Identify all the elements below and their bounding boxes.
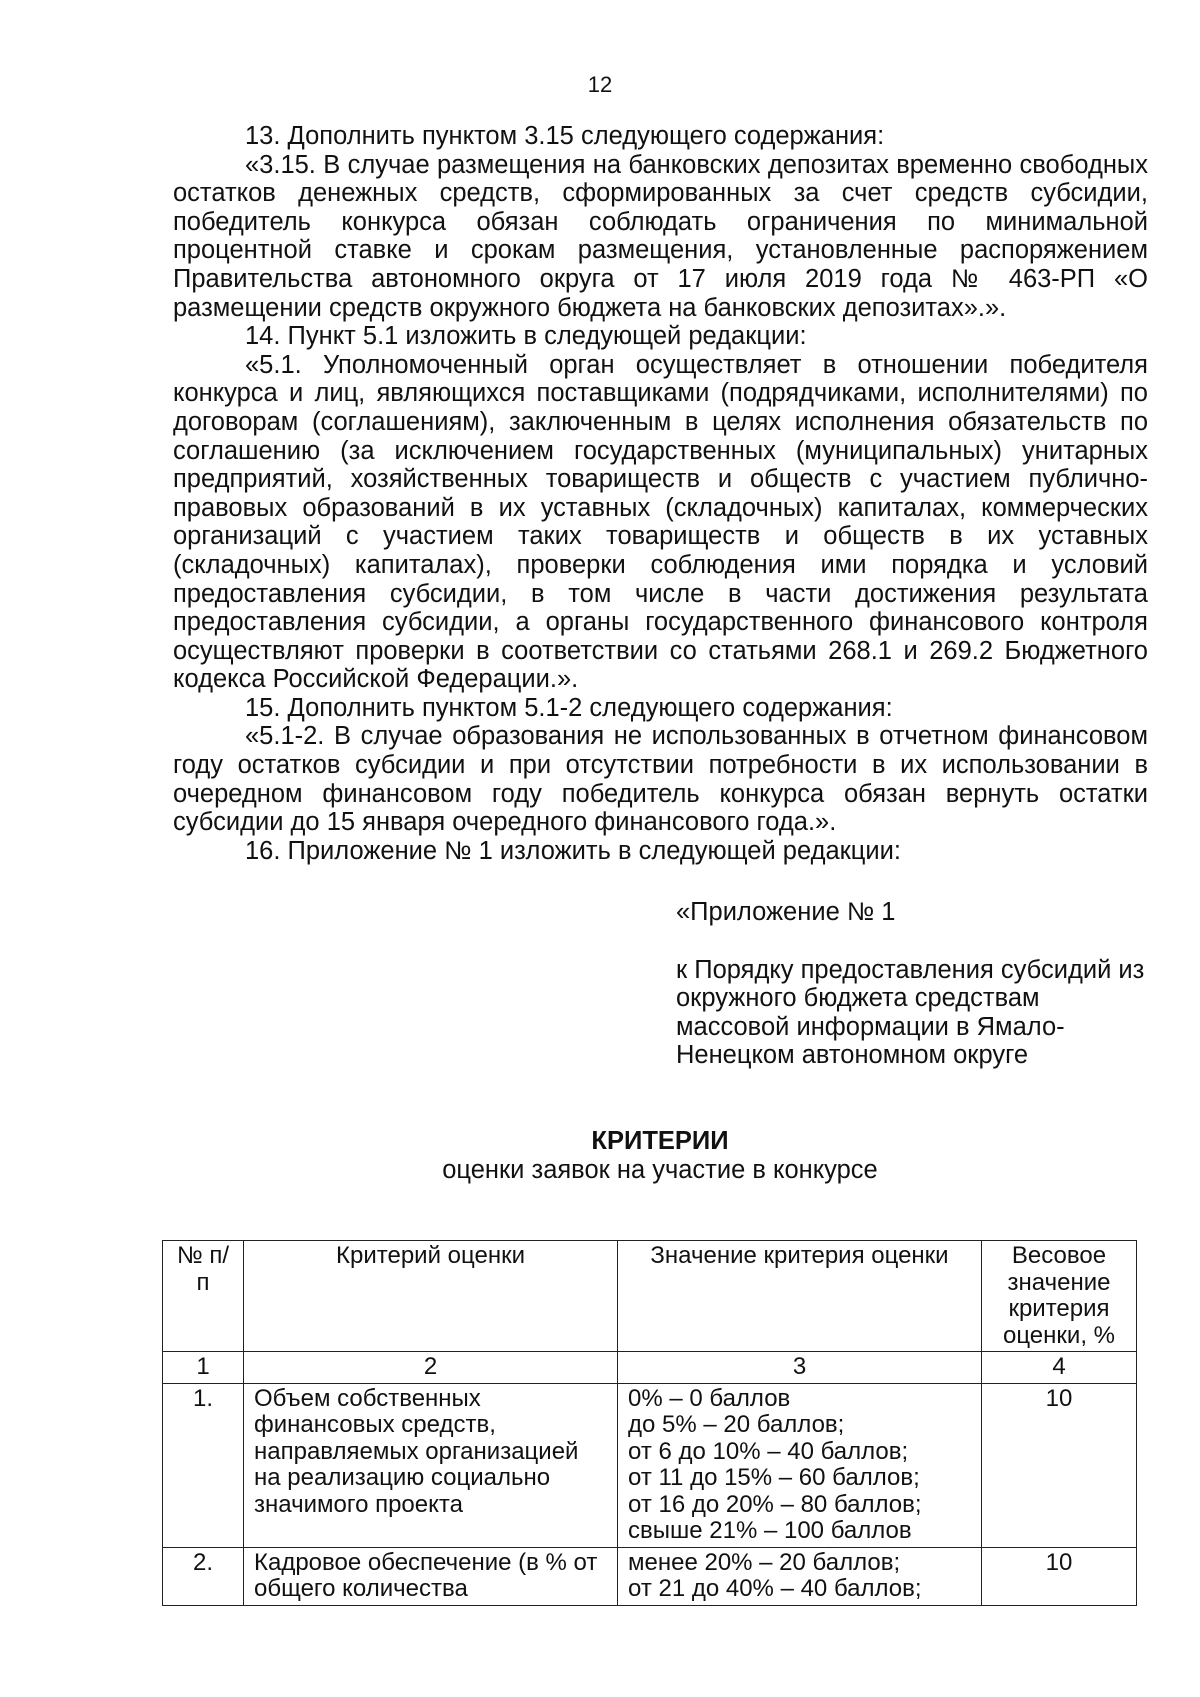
- criteria-table: [162, 1240, 1137, 1606]
- paragraph-15: 15. Дополнить пунктом 5.1-2 следующего содержания:: [245, 693, 893, 722]
- header-weight: Весовое значение критерия оценки, %: [982, 1241, 1137, 1352]
- paragraph-5-1-2: «5.1-2. В случае образования не использованных в отчетном финансовом году остатков субсидии и при отсутствии потребности в их использовании в очередном финансовом году победитель конкурса обязан вернуть остатки субсидии до 15 января очередного финансового года.».: [173, 722, 1148, 837]
- page-number: 12: [587, 72, 613, 97]
- header-num: № п/п: [163, 1241, 244, 1352]
- value-line: от 11 до 15% – 60 баллов;: [628, 1464, 920, 1491]
- value-line: 0% – 0 баллов: [628, 1384, 791, 1412]
- column-number: 4: [982, 1352, 1137, 1384]
- value-line: до 5% – 20 баллов;: [628, 1411, 845, 1438]
- paragraph-5-1: «5.1. Уполномоченный орган осуществляет в отношении победителя конкурса и лиц, являющихся поставщиками (подрядчиками, исполнителями) по договорам (соглашениям), заключенным в целях исполнения обязательств по соглашению (за исключением государственных (муниципальных) унитарных предприятий, хозяйственных товариществ и обществ с участием публично-правовых образований в их уставных (складочных) капиталах, коммерческих организаций с участием таких товариществ и обществ в их уставных (складочных) капиталах), проверки соблюдения ими порядка и условий предоставления субсидии, в том числе в части достижения результата предоставления субсидии, а органы государственного финансового контроля осуществляют проверки в соответствии со статьями 268.1 и 269.2 Бюджетного кодекса Российской Федерации.».: [173, 350, 1148, 694]
- row-values: [618, 1547, 982, 1605]
- value-line: свыше 21% – 100 баллов: [628, 1517, 912, 1544]
- row-criterion: Кадровое обеспечение (в % от общего количества: [244, 1547, 618, 1605]
- appendix-header: [676, 898, 1146, 1070]
- paragraph-16: 16. Приложение № 1 изложить в следующей редакции:: [245, 836, 901, 865]
- row-values: [618, 1383, 982, 1547]
- value-line: от 6 до 10% – 40 баллов;: [628, 1437, 909, 1465]
- row-number: 1.: [163, 1383, 244, 1547]
- table-row: [163, 1547, 1137, 1605]
- header-value: Значение критерия оценки: [618, 1241, 982, 1352]
- table-row: [163, 1383, 1137, 1547]
- value-line: от 21 до 40% – 40 баллов;: [628, 1575, 922, 1602]
- paragraph-3-15: «3.15. В случае размещения на банковских депозитах временно свободных остатков денежных средств, сформированных за счет средств субсидии, победитель конкурса обязан соблюдать ограничения по минимальной процентной ставке и срокам размещения, установленные распоряжением Правительства автономного округа от 17 июля 2019 года № 463-РП «О размещении средств окружного бюджета на банковских депозитах».».: [173, 150, 1148, 322]
- column-number: 2: [244, 1352, 618, 1384]
- column-number-row: [163, 1352, 1137, 1384]
- value-line: от 16 до 20% – 80 баллов;: [628, 1490, 922, 1518]
- row-criterion: Объем собственных финансовых средств, направляемых организацией на реализацию социально значимого проекта: [244, 1383, 618, 1547]
- row-number: 2.: [163, 1547, 244, 1605]
- column-number: 1: [163, 1352, 244, 1384]
- appendix-title: «Приложение № 1: [676, 898, 896, 926]
- row-weight: 10: [982, 1547, 1137, 1605]
- row-weight: 10: [982, 1383, 1137, 1547]
- paragraph-13: 13. Дополнить пунктом 3.15 следующего содержания:: [245, 122, 885, 150]
- criteria-title: КРИТЕРИИ: [591, 1127, 729, 1155]
- header-criterion: Критерий оценки: [244, 1241, 618, 1352]
- document-body: [173, 122, 1148, 865]
- paragraph-14: 14. Пункт 5.1 изложить в следующей редакции:: [245, 322, 807, 351]
- table-header-row: [163, 1241, 1137, 1352]
- criteria-subtitle: оценки заявок на участие в конкурсе: [442, 1156, 878, 1184]
- appendix-reference: к Порядку предоставления субсидий из окружного бюджета средствам массовой информации в Ямало-Ненецком автономном округе: [676, 955, 1145, 1070]
- value-line: менее 20% – 20 баллов;: [628, 1548, 901, 1576]
- column-number: 3: [618, 1352, 982, 1384]
